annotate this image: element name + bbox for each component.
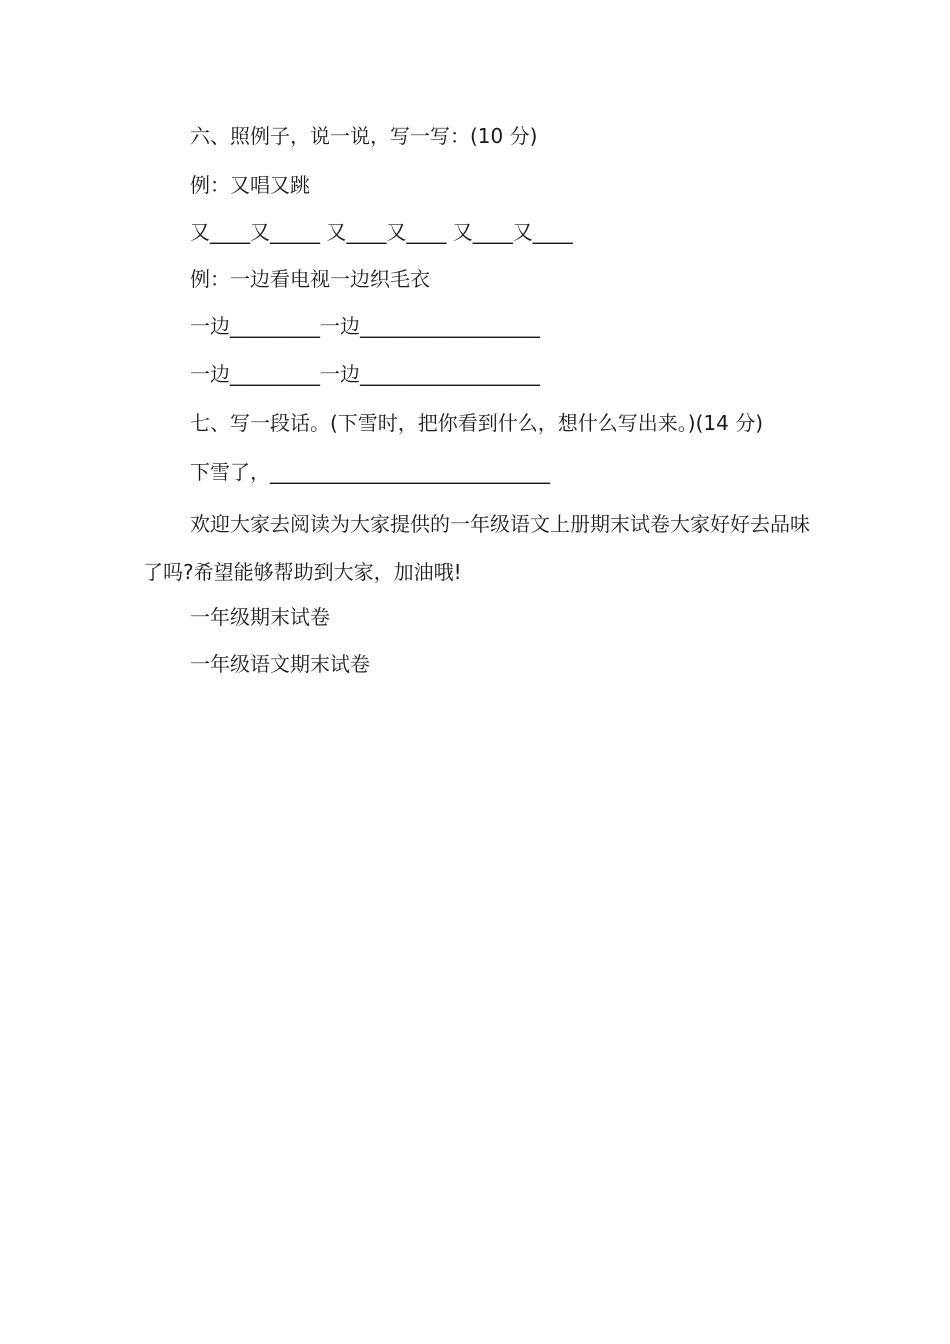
fill-blanks-2b: 一边_________一边__________________ [190, 362, 540, 386]
fill-blanks-2a: 一边_________一边__________________ [190, 314, 540, 338]
fill-blanks-1: 又____又_____ 又____又____ 又____又____ [190, 220, 573, 244]
writing-prompt: 下雪了，____________________________ [190, 460, 550, 484]
section-6-heading: 六、照例子，说一说，写一写：(10 分) [190, 124, 538, 148]
related-link-2[interactable]: 一年级语文期末试卷 [190, 652, 370, 676]
example-2: 例：一边看电视一边织毛衣 [190, 267, 430, 291]
closing-paragraph: 欢迎大家去阅读为大家提供的一年级语文上册期末试卷大家好好去品味了吗?希望能够帮助到大家，加油哦! [143, 512, 810, 584]
related-link-1[interactable]: 一年级期末试卷 [190, 605, 330, 629]
example-1: 例：又唱又跳 [190, 173, 310, 197]
section-7-heading: 七、写一段话。(下雪时，把你看到什么，想什么写出来。)(14 分) [190, 411, 764, 435]
